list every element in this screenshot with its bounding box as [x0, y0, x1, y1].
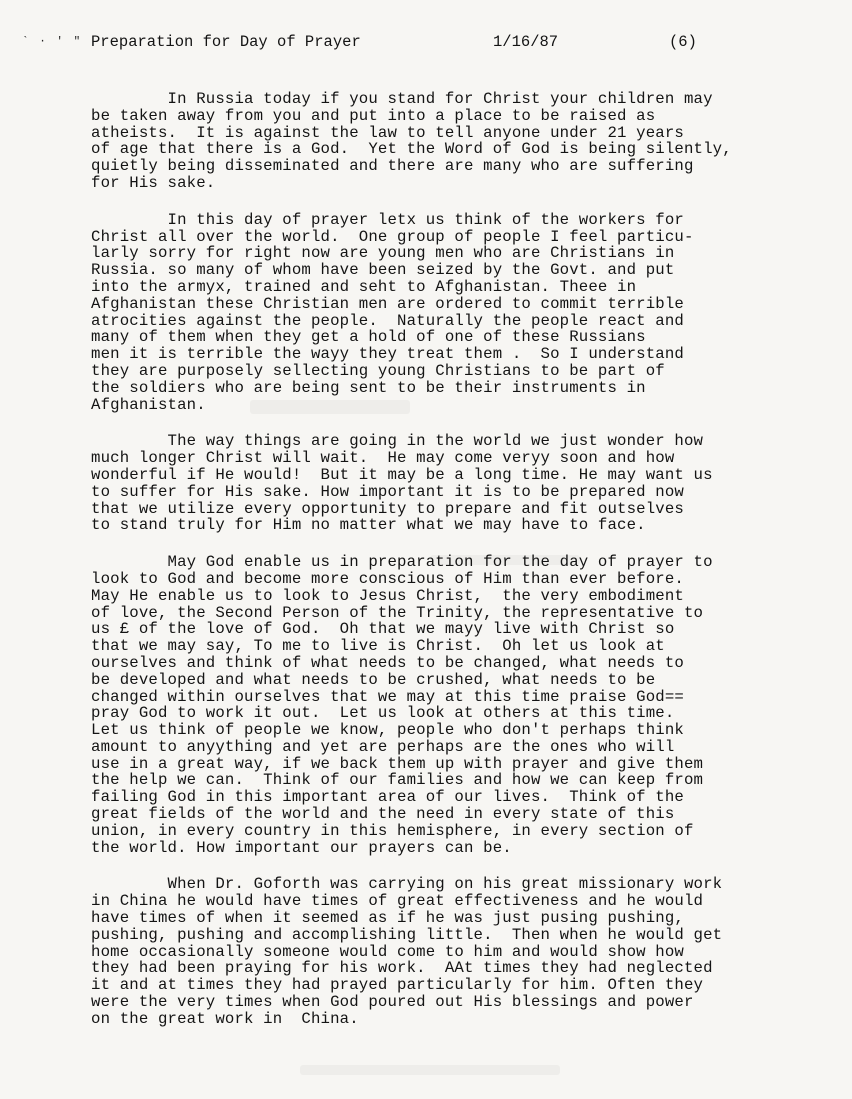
text-line: May He enable us to look to Jesus Christ, the very embodiment — [91, 586, 684, 605]
text-line: In this day of prayer letx us think of the workers for — [91, 210, 684, 229]
text-line: Afghanistan these Christian men are ordered to commit terrible — [91, 294, 684, 313]
text-line: that we may say, To me to live is Christ. Oh let us look at — [91, 637, 665, 656]
text-line: the help we can. Think of our families and how we can keep from — [91, 771, 704, 790]
text-line: In Russia today if you stand for Christ your children may — [91, 90, 713, 108]
text-line: Let us think of people we know, people who don't perhaps think — [91, 721, 684, 740]
text-line: of love, the Second Person of the Trinity, the representative to — [91, 603, 704, 622]
text-line: the world. How important our prayers can be. — [91, 838, 512, 857]
paragraph-may-god-enable — [91, 554, 791, 856]
text-line: that we utilize every opportunity to prepare and fit outselves — [91, 499, 684, 518]
text-line: Christ all over the world. One group of people I feel particu- — [91, 227, 694, 246]
scan-marks: ` · ' " — [22, 36, 83, 48]
text-line: Russia. so many of whom have been seized by the Govt. and put — [91, 261, 675, 280]
text-line: home occasionally someone would come to him and would show how — [91, 942, 684, 961]
text-line: failing God in this important area of our lives. Think of the — [91, 788, 684, 807]
text-line: use in a great way, if we back them up with prayer and give them — [91, 754, 704, 773]
paragraph-workers — [91, 212, 791, 414]
text-line: be developed and what needs to be crushed, what needs to be — [91, 670, 656, 689]
header-date: 1/16/87 — [493, 33, 559, 51]
document-body — [91, 91, 791, 1048]
text-line: The way things are going in the world we just wonder how — [91, 432, 704, 451]
text-line: Afghanistan. — [91, 395, 206, 414]
paragraph-russia — [91, 91, 791, 192]
paragraph-christ-wait — [91, 433, 791, 534]
text-line: larly sorry for right now are young men who are Christians in — [91, 244, 675, 263]
text-line: on the great work in China. — [91, 1009, 359, 1028]
text-line: to suffer for His sake. How important it is to be prepared now — [91, 482, 684, 501]
header-title: Preparation for Day of Prayer — [91, 33, 361, 51]
text-line: have times of when it seemed as if he was just pusing pushing, — [91, 909, 684, 928]
text-line: much longer Christ will wait. He may come veryy soon and how — [91, 449, 675, 468]
page-header — [0, 30, 852, 58]
text-line: look to God and become more conscious of Him than ever before. — [91, 569, 684, 588]
scan-smudge — [300, 1065, 560, 1075]
text-line: atrocities against the people. Naturally the people react and — [91, 311, 684, 330]
text-line: they had been praying for his work. AAt times they had neglected — [91, 959, 713, 978]
text-line: ourselves and think of what needs to be changed, what needs to — [91, 653, 684, 672]
text-line: amount to anyything and yet are perhaps are the ones who will — [91, 737, 675, 756]
text-line: When Dr. Goforth was carrying on his great missionary work — [91, 875, 723, 894]
text-line: for His sake. — [91, 173, 216, 192]
text-line: were the very times when God poured out His blessings and power — [91, 993, 694, 1012]
text-line: many of them when they get a hold of one of these Russians — [91, 328, 646, 347]
text-line: it and at times they had prayed particularly for him. Often they — [91, 976, 704, 995]
text-line: great fields of the world and the need in every state of this — [91, 805, 675, 824]
text-line: quietly being disseminated and there are many who are suffering — [91, 157, 694, 176]
text-line: us £ of the love of God. Oh that we mayy live with Christ so — [91, 620, 675, 639]
text-line: the soldiers who are being sent to be their instruments in — [91, 378, 646, 397]
text-line: May God enable us in preparation for the day of prayer to — [91, 553, 713, 572]
text-line: atheists. It is against the law to tell anyone under 21 years — [91, 123, 684, 142]
text-line: to stand truly for Him no matter what we may have to face. — [91, 516, 646, 535]
text-line: be taken away from you and put into a place to be raised as — [91, 106, 656, 125]
header-page-number: (6) — [669, 33, 697, 51]
text-line: of age that there is a God. Yet the Word of God is being silently, — [91, 140, 732, 159]
text-line: pushing, pushing and accomplishing little. Then when he would get — [91, 925, 723, 944]
text-line: into the armyx, trained and seht to Afghanistan. Theee in — [91, 277, 637, 296]
text-line: pray God to work it out. Let us look at others at this time. — [91, 704, 675, 723]
text-line: they are purposely sellecting young Christians to be part of — [91, 361, 665, 380]
text-line: men it is terrible the wayy they treat them . So I understand — [91, 345, 684, 364]
text-line: in China he would have times of great effectiveness and he would — [91, 892, 704, 911]
text-line: changed within ourselves that we may at this time praise God== — [91, 687, 684, 706]
paragraph-goforth — [91, 876, 791, 1027]
text-line: union, in every country in this hemisphere, in every section of — [91, 821, 694, 840]
text-line: wonderful if He would! But it may be a long time. He may want us — [91, 465, 713, 484]
